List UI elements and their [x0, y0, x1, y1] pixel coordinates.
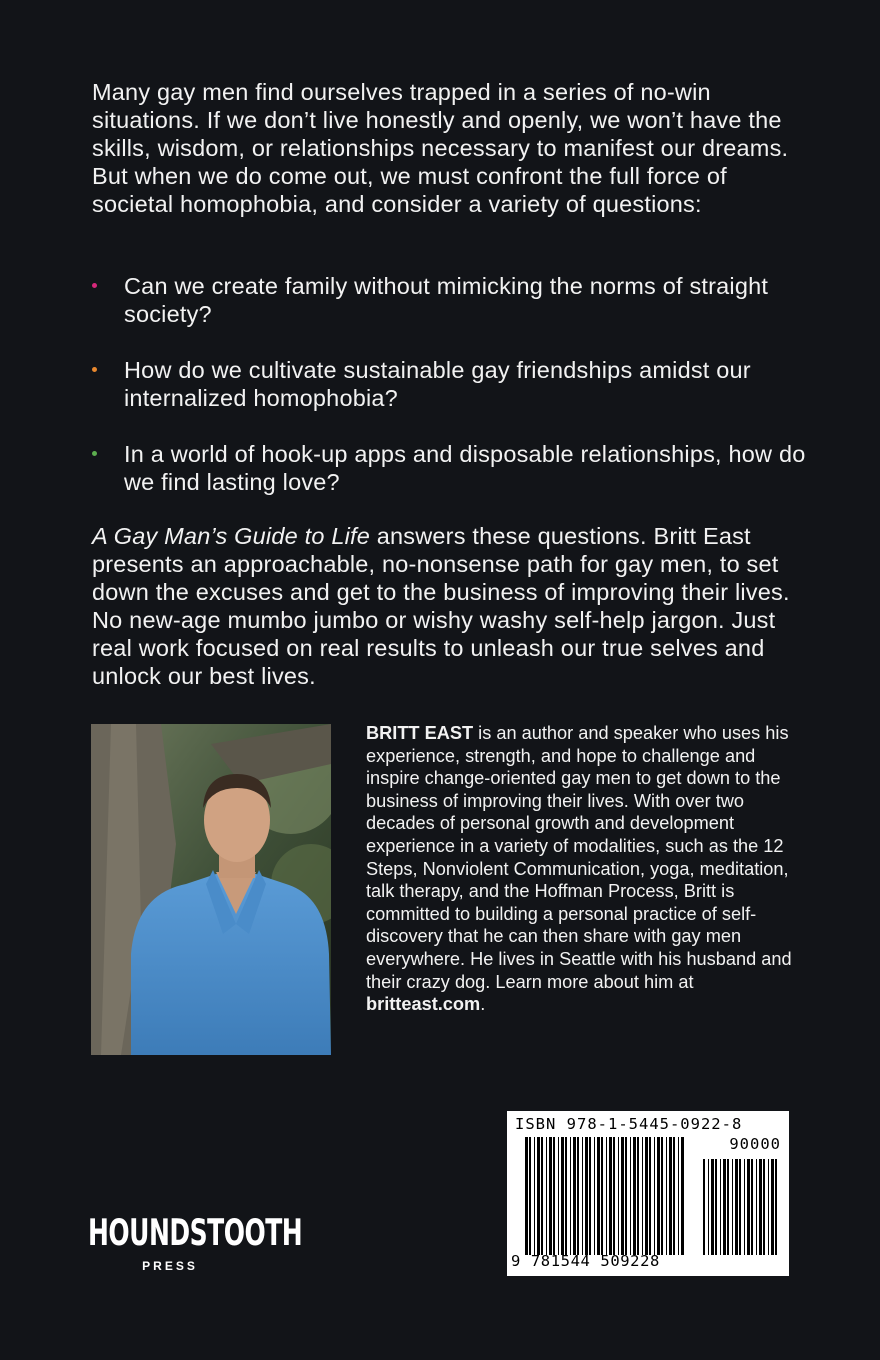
barcode-bar	[594, 1137, 595, 1255]
barcode-bar	[711, 1159, 714, 1255]
summary-paragraph	[92, 522, 812, 690]
publisher-name: HOUNDSTOOTH	[88, 1211, 303, 1254]
barcode-bar	[649, 1137, 651, 1255]
list-item-text: In a world of hook-up apps and disposable relationships, how do we find lasting love?	[124, 441, 806, 495]
question-list	[92, 272, 812, 524]
barcode-bar	[606, 1137, 607, 1255]
barcode-bar	[744, 1159, 745, 1255]
barcode-bar	[529, 1137, 531, 1255]
barcode-bar	[577, 1137, 579, 1255]
isbn-barcode	[507, 1111, 789, 1276]
barcode-bar	[657, 1137, 660, 1255]
barcode-bar	[549, 1137, 552, 1255]
barcode-bar	[589, 1137, 591, 1255]
ean-bars	[525, 1137, 685, 1255]
barcode-bar	[661, 1137, 663, 1255]
barcode-bar	[708, 1159, 709, 1255]
barcode-bar	[703, 1159, 705, 1255]
barcode-bar	[642, 1137, 643, 1255]
barcode-bar	[763, 1159, 765, 1255]
barcode-bar	[625, 1137, 627, 1255]
barcode-bar	[720, 1159, 721, 1255]
barcode-bar	[771, 1159, 774, 1255]
barcode-bar	[601, 1137, 603, 1255]
barcode-bar	[727, 1159, 729, 1255]
list-item	[92, 272, 812, 328]
bullet-dot-icon	[92, 367, 97, 372]
publisher-sub: PRESS	[142, 1259, 198, 1273]
barcode-bar	[723, 1159, 726, 1255]
barcode-bar	[618, 1137, 619, 1255]
barcode-bar	[673, 1137, 675, 1255]
barcode-bar	[570, 1137, 571, 1255]
author-bio	[366, 722, 796, 1016]
summary-text: answers these questions. Britt East presents an approachable, no-nonsense path for gay men, to set down the excuses and get to the business of improving their lives. No new-age mumbo jumbo or wishy washy self-help jargon. Just real work focused on real results to unleash our true selves and unlock our best lives.	[92, 523, 790, 689]
barcode-bar	[669, 1137, 672, 1255]
bio-text: is an author and speaker who uses his experience, strength, and hope to challenge and inspire change-oriented gay men to get down to the business of improving their lives. With over two decades of personal growth and development experience in a variety of modalities, such as the 12 Steps, Nonviolent Communication, yoga, meditation, talk therapy, and the Hoffman Process, Britt is committed to building a personal practice of self-discovery that he can then share with gay men everywhere. He lives in Seattle with his husband and their crazy dog. Learn more about him at	[366, 723, 792, 992]
barcode-bar	[613, 1137, 615, 1255]
barcode-bar	[541, 1137, 543, 1255]
barcode-bar	[582, 1137, 583, 1255]
list-item-text: How do we cultivate sustainable gay friendships amidst our internalized homophobia?	[124, 357, 751, 411]
barcode-bar	[681, 1137, 684, 1255]
barcode-bar	[585, 1137, 588, 1255]
list-item	[92, 440, 812, 496]
bullet-dot-icon	[92, 451, 97, 456]
author-website: britteast.com	[366, 994, 481, 1015]
barcode-bar	[525, 1137, 528, 1255]
barcode-bar	[546, 1137, 547, 1255]
isbn-number: ISBN 978-1-5445-0922-8	[515, 1115, 743, 1133]
barcode-bar	[645, 1137, 648, 1255]
ean-digits: 9 781544 509228	[511, 1252, 660, 1270]
barcode-bar	[751, 1159, 753, 1255]
barcode-bar	[775, 1159, 777, 1255]
intro-paragraph: Many gay men find ourselves trapped in a series of no-win situations. If we don’t live honestly and openly, we won’t have the skills, wisdom, or relationships necessary to manifest our dreams. But when we do come out, we must confront the full force of societal homophobia, and consider a variety of questions:	[92, 79, 789, 217]
barcode-bar	[654, 1137, 655, 1255]
barcode-bar	[732, 1159, 733, 1255]
barcode-bar	[537, 1137, 540, 1255]
barcode-bar	[565, 1137, 567, 1255]
barcode-bar	[756, 1159, 757, 1255]
publisher-logo	[88, 1211, 303, 1273]
author-name: BRITT EAST	[366, 723, 474, 743]
bio-end: .	[480, 994, 486, 1015]
barcode-bar	[558, 1137, 559, 1255]
barcode-bar	[759, 1159, 762, 1255]
barcode-bar	[735, 1159, 738, 1255]
author-photo	[91, 724, 331, 1055]
barcode-bar	[633, 1137, 636, 1255]
barcode-bar	[678, 1137, 679, 1255]
price-code: 90000	[729, 1135, 781, 1153]
barcode-bar	[597, 1137, 600, 1255]
book-title: A Gay Man’s Guide to Life	[92, 523, 371, 549]
list-item	[92, 356, 812, 412]
barcode-bar	[621, 1137, 624, 1255]
barcode-bar	[768, 1159, 769, 1255]
barcode-bar	[637, 1137, 639, 1255]
barcode-bar	[666, 1137, 667, 1255]
barcode-bar	[747, 1159, 750, 1255]
barcode-bar	[739, 1159, 741, 1255]
barcode-bar	[630, 1137, 631, 1255]
addon-bars	[703, 1159, 781, 1255]
barcode-bar	[715, 1159, 717, 1255]
list-item-text: Can we create family without mimicking the norms of straight society?	[124, 273, 769, 327]
barcode-bar	[609, 1137, 612, 1255]
barcode-bar	[573, 1137, 576, 1255]
bullet-dot-icon	[92, 283, 97, 288]
barcode-bar	[553, 1137, 555, 1255]
barcode-bar	[561, 1137, 564, 1255]
barcode-bar	[534, 1137, 535, 1255]
